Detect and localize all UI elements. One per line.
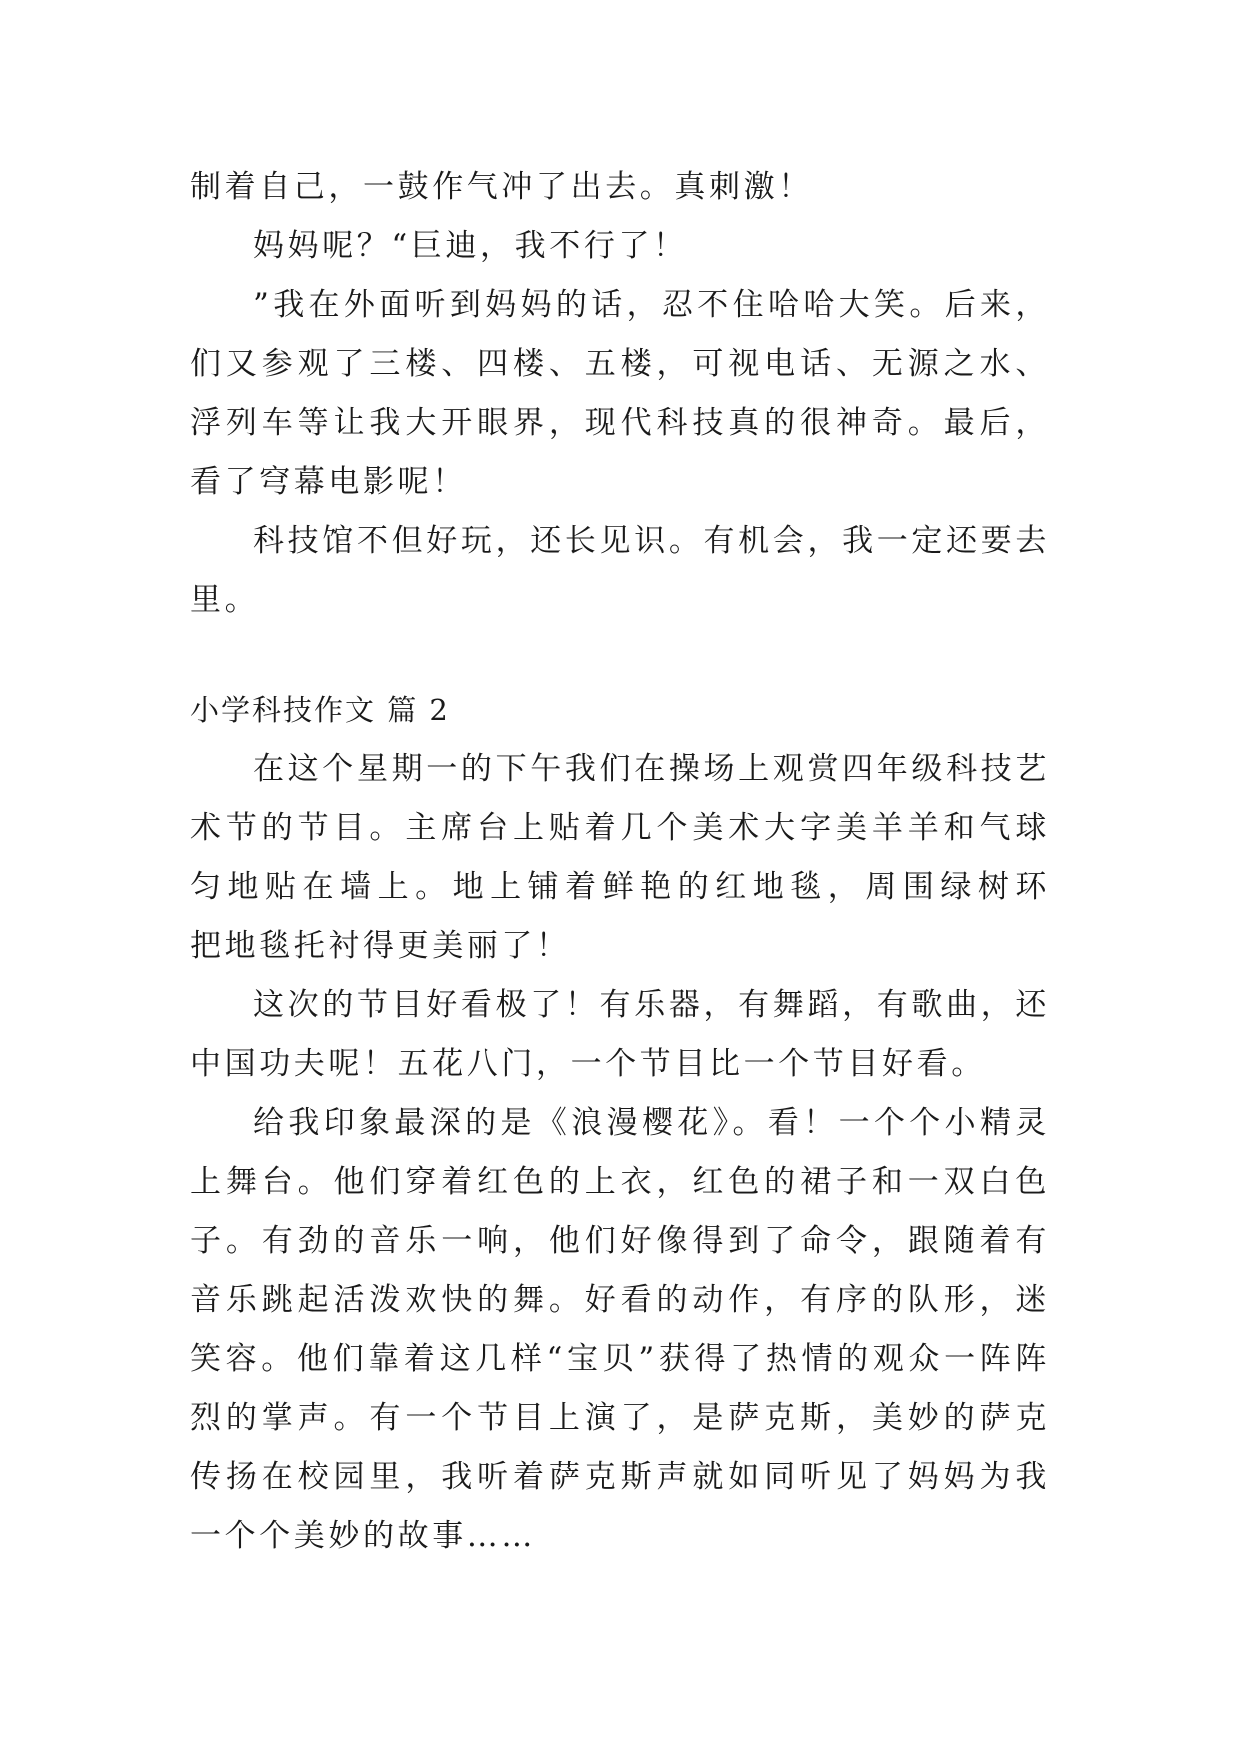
paragraph-line: 把地毯托衬得更美丽了！: [190, 928, 571, 964]
paragraph-line: 传扬在校园里，我听着萨克斯声就如同听见了妈妈为我: [190, 1459, 1050, 1495]
paragraph-line: 烈的掌声。有一个节目上演了，是萨克斯，美妙的萨克: [190, 1400, 1050, 1436]
paragraph-line: 看了穹幕电影呢！: [190, 464, 467, 500]
paragraph-line: 制着自己，一鼓作气冲了出去。真刺激！: [190, 169, 813, 205]
paragraph-line: 子。有劲的音乐一响，他们好像得到了命令，跟随着有: [190, 1223, 1050, 1259]
paragraph-line: 妈妈呢？“巨迪，我不行了！: [253, 228, 688, 264]
paragraph-line: 这次的节目好看极了！有乐器，有舞蹈，有歌曲，还: [253, 987, 1050, 1023]
paragraph-line: ”我在外面听到妈妈的话，忍不住哈哈大笑。后来，: [253, 287, 1050, 323]
paragraph-line: 科技馆不但好玩，还长见识。有机会，我一定还要去: [253, 523, 1050, 559]
paragraph-line: 里。: [190, 582, 260, 618]
paragraph-line: 术节的节目。主席台上贴着几个美术大字美羊羊和气球: [190, 810, 1050, 846]
paragraph-line: 在这个星期一的下午我们在操场上观赏四年级科技艺: [253, 751, 1050, 787]
paragraph-line: 给我印象最深的是《浪漫樱花》。看！一个个小精灵: [253, 1105, 1050, 1141]
paragraph-line: 笑容。他们靠着这几样“宝贝”获得了热情的观众一阵阵: [190, 1341, 1050, 1377]
paragraph-line: 浮列车等让我大开眼界，现代科技真的很神奇。最后，: [190, 405, 1050, 441]
paragraph-line: 中国功夫呢！五花八门，一个节目比一个节目好看。: [190, 1046, 986, 1082]
paragraph-line: 匀地贴在墙上。地上铺着鲜艳的红地毯，周围绿树环: [190, 869, 1050, 905]
paragraph-line: 们又参观了三楼、四楼、五楼，可视电话、无源之水、: [190, 346, 1050, 382]
paragraph-line: 上舞台。他们穿着红色的上衣，红色的裙子和一双白色: [190, 1164, 1050, 1200]
paragraph-line: 音乐跳起活泼欢快的舞。好看的动作，有序的队形，迷: [190, 1282, 1050, 1318]
section-heading: 小学科技作文 篇 2: [190, 693, 450, 727]
paragraph-line: 一个个美妙的故事……: [190, 1518, 536, 1554]
